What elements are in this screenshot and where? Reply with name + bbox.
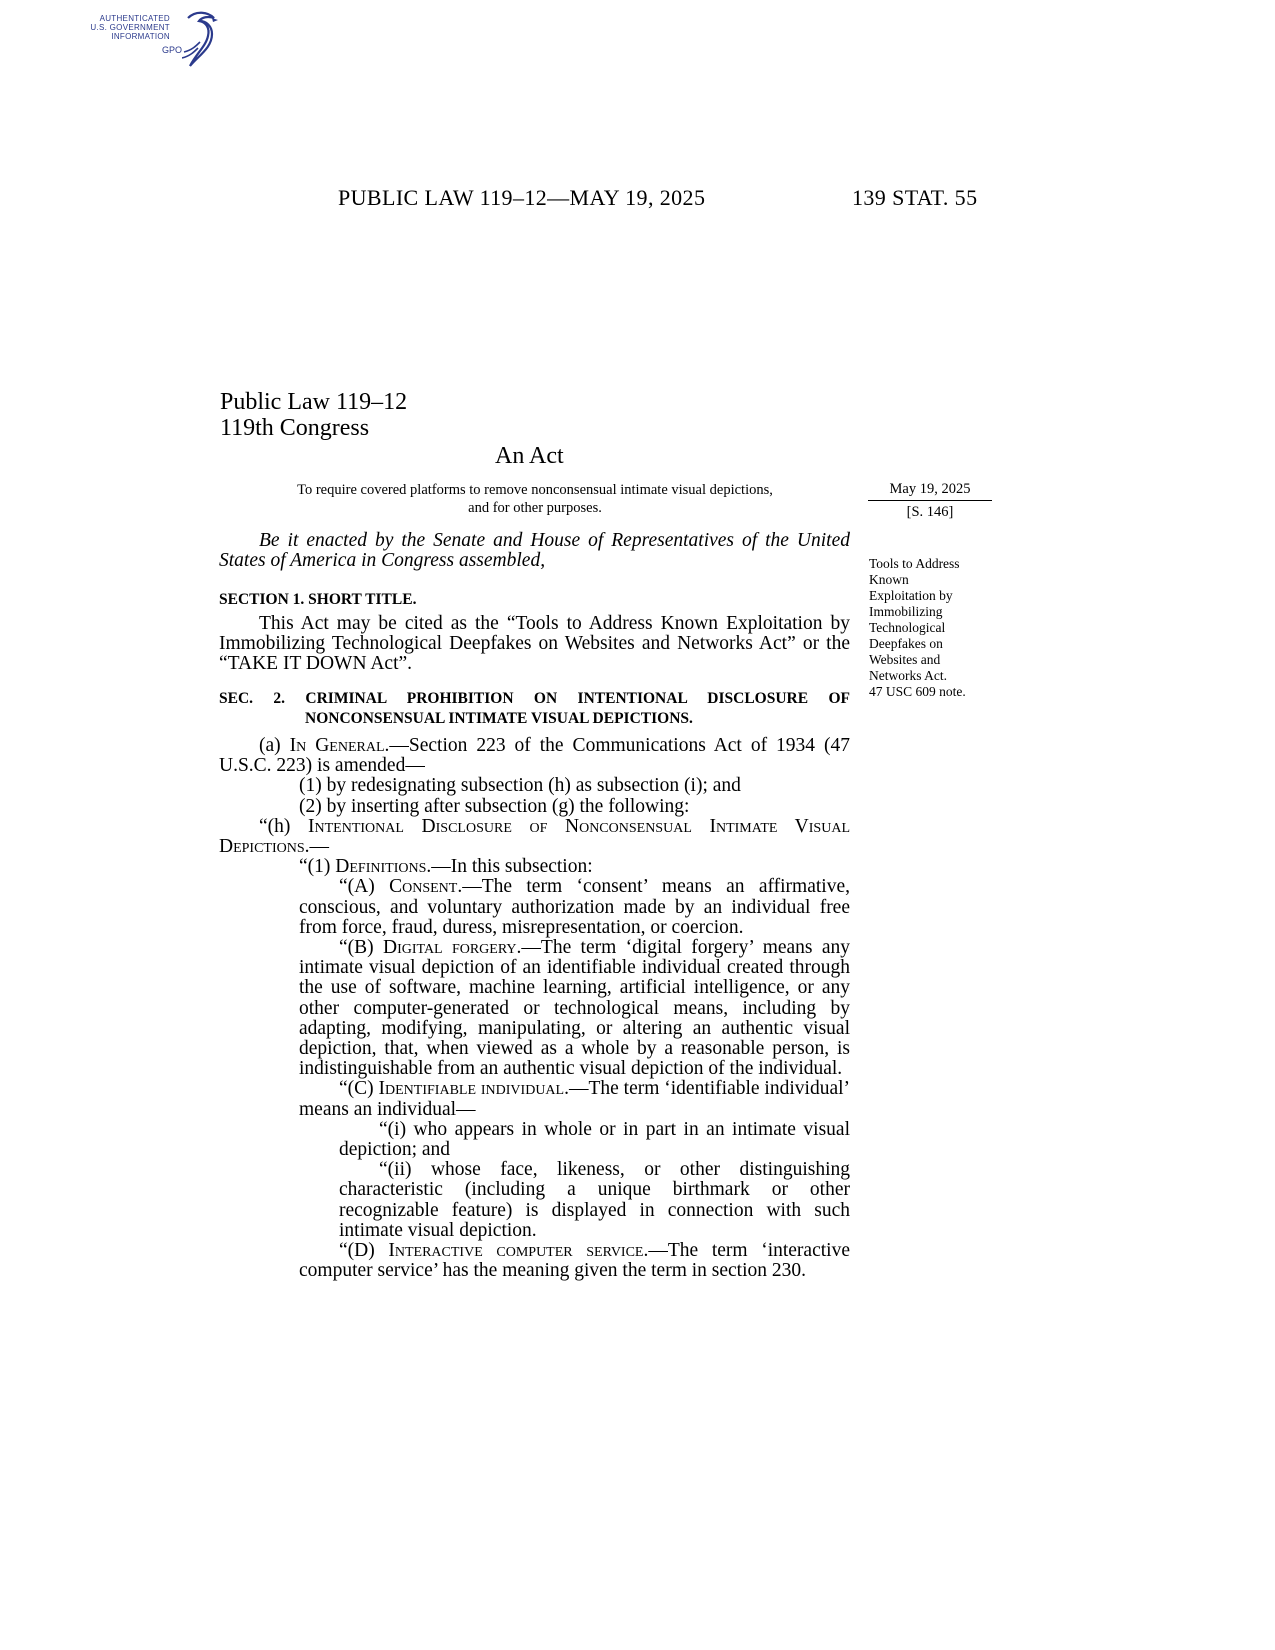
definition-c-caption: Identifiable individual bbox=[378, 1078, 565, 1100]
paragraph-2: (2) by inserting after subsection (g) the following: bbox=[299, 795, 690, 817]
gpo-authentication-seal bbox=[86, 8, 236, 76]
enacting-clause bbox=[219, 531, 850, 571]
margin-note-line: Deepfakes on bbox=[869, 636, 943, 651]
section-2-heading-line-2: NONCONSENSUAL INTIMATE VISUAL DEPICTIONS. bbox=[305, 710, 693, 727]
seal-text-government: U.S. GOVERNMENT bbox=[90, 23, 170, 32]
margin-note-line: Tools to Address bbox=[869, 556, 960, 571]
definition-c-identifiable-individual bbox=[219, 1079, 850, 1119]
margin-note-line: Networks Act. bbox=[869, 668, 947, 683]
eagle-icon bbox=[182, 8, 220, 74]
definition-d-label: “(D) bbox=[339, 1240, 389, 1262]
subsection-a-label: (a) bbox=[259, 735, 290, 756]
margin-note-line: Immobilizing bbox=[869, 604, 943, 619]
subsection-h bbox=[219, 817, 850, 857]
subsection-h-caption: Intentional Disclosure of Nonconsensual Intimate Visual Depictions bbox=[219, 815, 850, 858]
section-1-body bbox=[219, 614, 850, 675]
margin-note-line: Known bbox=[869, 572, 909, 587]
margin-note-line: Technological bbox=[869, 620, 946, 635]
section-1-heading-text: SECTION 1. SHORT TITLE. bbox=[219, 591, 417, 608]
section-2-heading bbox=[219, 689, 850, 729]
purpose-line-2: and for other purposes. bbox=[468, 500, 602, 516]
definition-d-interactive-computer-service bbox=[219, 1241, 850, 1281]
section-1-text: This Act may be cited as the “Tools to Address Known Exploitation by Immobilizing Technological Deepfakes on Websites and Networks Act” or the “TAKE IT DOWN Act”. bbox=[219, 613, 850, 675]
running-head: PUBLIC LAW 119–12—MAY 19, 2025 bbox=[338, 185, 706, 210]
definition-a-caption: Consent bbox=[389, 876, 458, 898]
definitions-paragraph bbox=[219, 857, 850, 877]
definition-a-label: “(A) bbox=[339, 876, 390, 898]
definition-d-text: .—The term ‘interactive computer service’ has the meaning given the term in section 230. bbox=[299, 1240, 850, 1282]
section-2-body bbox=[219, 736, 850, 1281]
clause-ii: “(ii) whose face, likeness, or other distinguishing characteristic (including a unique birthmark or other recognizable feature) is displayed in connection with such intimate visual depiction. bbox=[339, 1159, 850, 1241]
seal-text-gpo: GPO bbox=[162, 45, 183, 55]
public-law-number: Public Law 119–12 bbox=[220, 389, 408, 415]
seal-text-authenticated: AUTHENTICATED bbox=[99, 14, 170, 23]
congress-number: 119th Congress bbox=[220, 415, 370, 441]
enacting-clause-text: Be it enacted by the Senate and House of Representatives of the United States of America in Congress assembled, bbox=[219, 530, 850, 572]
margin-note-line: Exploitation by bbox=[869, 588, 953, 603]
definition-b-caption: Digital forgery bbox=[383, 937, 517, 959]
an-act-title: An Act bbox=[495, 443, 564, 469]
margin-note-line: 47 USC 609 note. bbox=[869, 684, 966, 699]
seal-text-information: INFORMATION bbox=[111, 32, 170, 41]
enactment-date-box bbox=[868, 481, 992, 521]
bill-number: [S. 146] bbox=[906, 504, 954, 520]
definition-a-consent bbox=[219, 877, 850, 938]
section-1-heading bbox=[219, 589, 850, 610]
definitions-label: “(1) bbox=[299, 856, 336, 878]
clause-i: “(i) who appears in whole or in part in an intimate visual depiction; and bbox=[339, 1118, 850, 1161]
definition-b-label: “(B) bbox=[339, 937, 383, 959]
definition-d-caption: Interactive computer service bbox=[388, 1240, 644, 1262]
statute-page-number: 139 STAT. 55 bbox=[852, 185, 978, 210]
subsection-a-caption: In General bbox=[289, 735, 385, 756]
enactment-date: May 19, 2025 bbox=[868, 481, 992, 501]
margin-note-line: Websites and bbox=[869, 652, 941, 667]
subsection-a-text: .—Section 223 of the Communications Act of 1934 (47 U.S.C. 223) is amended— bbox=[219, 735, 850, 777]
definitions-text: .—In this subsection: bbox=[426, 856, 593, 878]
subsection-h-label: “(h) bbox=[259, 815, 309, 837]
act-purpose bbox=[224, 481, 846, 517]
margin-note bbox=[869, 556, 999, 700]
subsection-h-dash: .— bbox=[304, 836, 330, 858]
subsection-a bbox=[219, 736, 850, 776]
definition-b-text: .—The term ‘digital forgery’ means any intimate visual depiction of an identifiable individual created through the use of software, machine learning, artificial intelligence, or any other computer-generated or technological means, including by adapting, modifying, manipulating, or altering an authentic visual depiction, that, when viewed as a whole by a reasonable person, is indistinguishable from an authentic visual depiction of the individual. bbox=[299, 937, 851, 1080]
definition-c-label: “(C) bbox=[339, 1078, 379, 1100]
definition-a-text: .—The term ‘consent’ means an affirmative, conscious, and voluntary authorization made by an individual free from force, fraud, duress, misrepresentation, or coercion. bbox=[299, 876, 850, 938]
definition-c-text: .—The term ‘identifiable individual’ means an individual— bbox=[299, 1078, 851, 1120]
definitions-caption: Definitions bbox=[335, 856, 427, 878]
definition-b-digital-forgery bbox=[219, 938, 850, 1079]
section-2-heading-line-1: SEC. 2. CRIMINAL PROHIBITION ON INTENTIONAL DISCLOSURE OF bbox=[219, 690, 850, 707]
paragraph-1: (1) by redesignating subsection (h) as subsection (i); and bbox=[299, 775, 741, 797]
purpose-line-1: To require covered platforms to remove nonconsensual intimate visual depictions, bbox=[297, 482, 773, 498]
